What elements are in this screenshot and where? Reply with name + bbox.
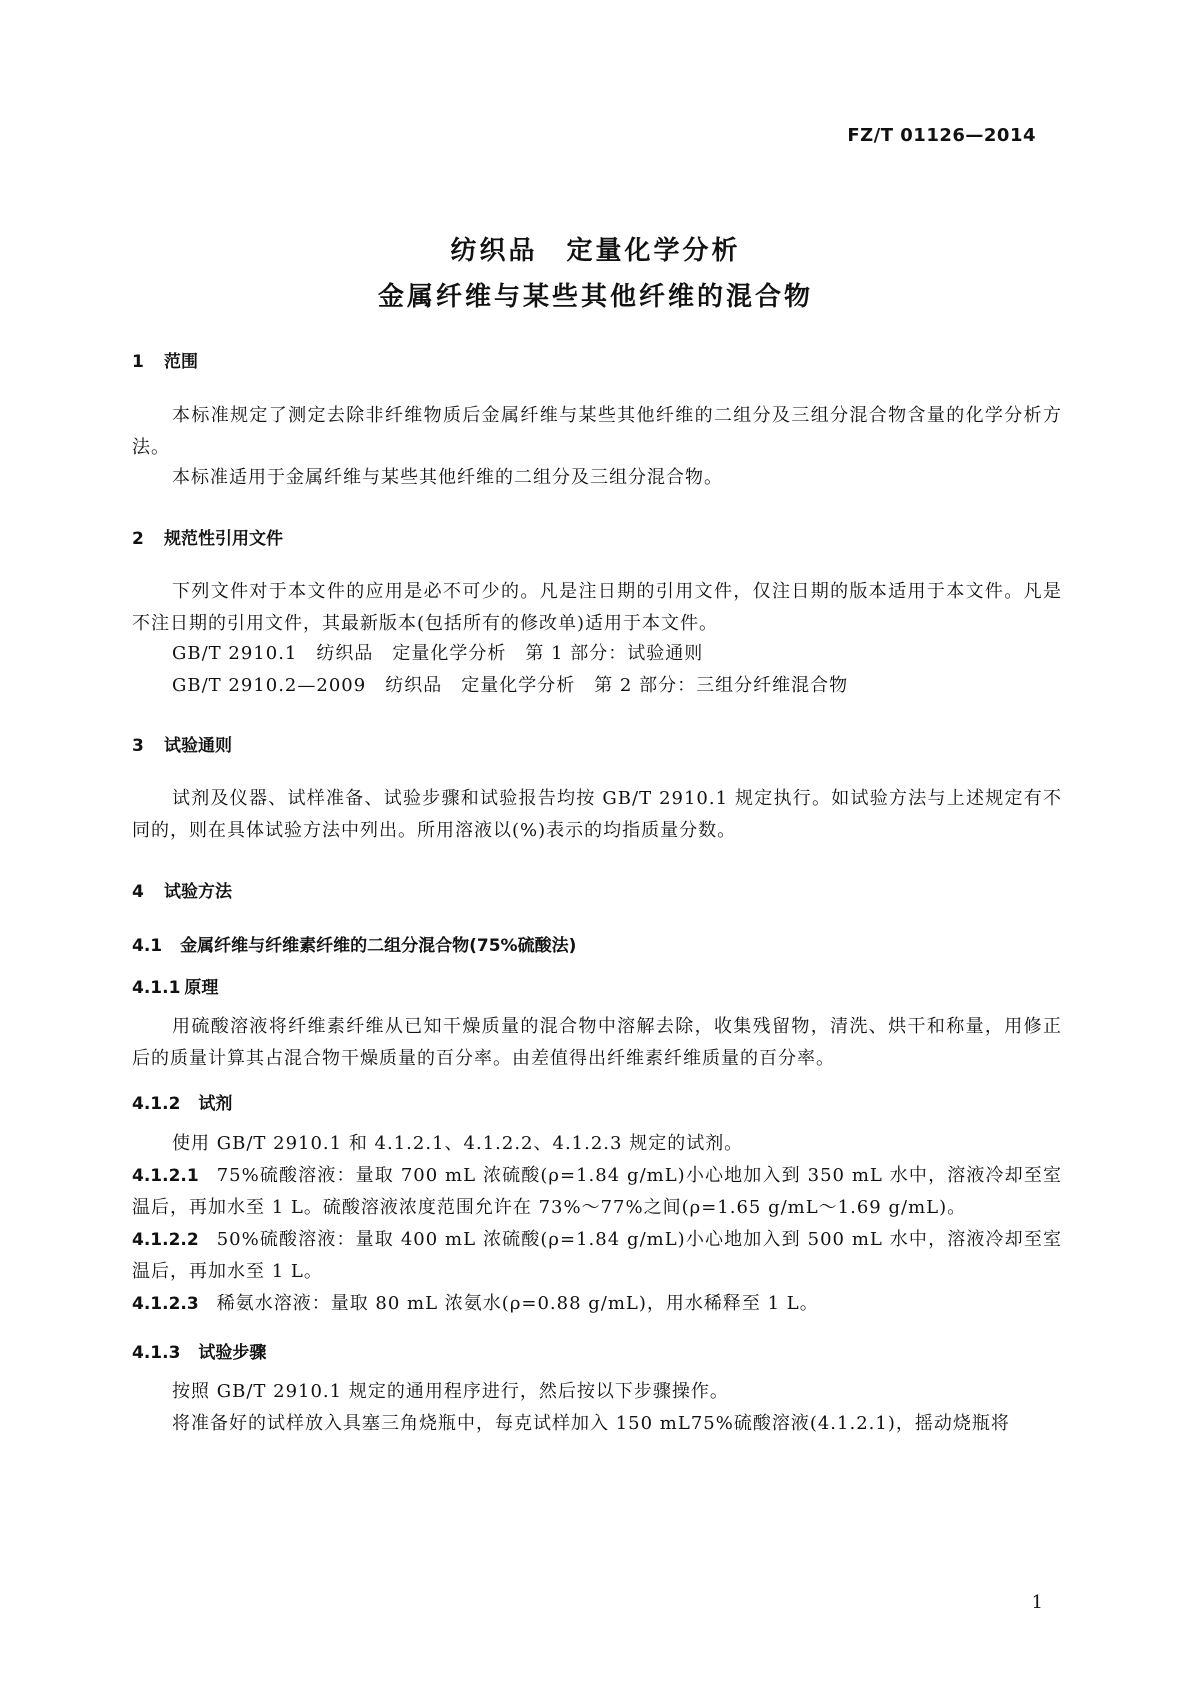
principle-paragraph: 用硫酸溶液将纤维素纤维从已知干燥质量的混合物中溶解去除，收集残留物，清洗、烘干和称量，用修正后的质量计算其占混合物干燥质量的百分率。由差值得出纤维素纤维质量的百分率。 (132, 1016, 1062, 1069)
subsection-title: 原理 (184, 978, 219, 998)
section-title: 试验方法 (164, 882, 232, 902)
clause-number: 4.1.2.2 (132, 1230, 199, 1250)
section-1-paragraph-1: 本标准规定了测定去除非纤维物质后金属纤维与某些其他纤维的二组分及三组分混合物含量的化学分析方法。 (132, 405, 1062, 458)
section-title: 范围 (164, 352, 198, 372)
subsection-title: 试剂 (198, 1094, 233, 1114)
section-title: 试验通则 (164, 736, 232, 756)
section-1-paragraph-2: 本标准适用于金属纤维与某些其他纤维的二组分及三组分混合物。 (172, 467, 723, 488)
section-3-paragraph-1: 试剂及仪器、试样准备、试验步骤和试验报告均按 GB/T 2910.1 规定执行。如试验方法与上述规定有不同的，则在具体试验方法中列出。所用溶液以(%)表示的均指质量分数。 (132, 788, 1062, 841)
procedure-paragraph-1: 按照 GB/T 2910.1 规定的通用程序进行，然后按以下步骤操作。 (172, 1381, 729, 1402)
section-title: 规范性引用文件 (164, 529, 283, 549)
section-number: 2 (132, 529, 144, 549)
subsection-number: 4.1.1 (132, 978, 181, 998)
reference-gbt-2910-1: GB/T 2910.1 纺织品 定量化学分析 第 1 部分：试验通则 (172, 643, 704, 664)
clause-text: 稀氨水溶液：量取 80 mL 浓氨水(ρ=0.88 g/mL)，用水稀释至 1 L。 (216, 1293, 819, 1314)
clause-number: 4.1.2.1 (132, 1166, 199, 1186)
section-3-heading (132, 731, 232, 756)
reference-gbt-2910-2: GB/T 2910.2—2009 纺织品 定量化学分析 第 2 部分：三组分纤维混合物 (172, 675, 849, 696)
subsection-number: 4.1 (132, 936, 163, 956)
section-number: 4 (132, 882, 144, 902)
subsection-4-1-heading (132, 931, 576, 956)
subsection-title: 试验步骤 (198, 1343, 267, 1363)
subsection-4-1-3-heading (132, 1338, 266, 1363)
document-title-line-2: 金属纤维与某些其他纤维的混合物 (377, 282, 813, 312)
subsection-number: 4.1.2 (132, 1094, 181, 1114)
subsection-4-1-2-heading (132, 1089, 232, 1114)
document-title-line-1: 纺织品 定量化学分析 (450, 236, 741, 266)
section-2-heading (132, 524, 283, 549)
clause-number: 4.1.2.3 (132, 1294, 199, 1314)
section-4-heading (132, 877, 232, 902)
subsection-number: 4.1.3 (132, 1343, 181, 1363)
section-number: 3 (132, 736, 144, 756)
clause-4-1-2-1 (132, 1160, 1062, 1224)
clause-4-1-2-3 (132, 1288, 1062, 1320)
subsection-title: 金属纤维与纤维素纤维的二组分混合物(75%硫酸法) (180, 936, 577, 956)
reagents-paragraph: 使用 GB/T 2910.1 和 4.1.2.1、4.1.2.2、4.1.2.3 规定的试剂。 (172, 1133, 744, 1154)
section-1-heading (132, 347, 198, 372)
clause-4-1-2-2 (132, 1224, 1062, 1288)
clause-text: 75%硫酸溶液：量取 700 mL 浓硫酸(ρ=1.84 g/mL)小心地加入到 350 mL 水中，溶液冷却至室温后，再加水至 1 L。硫酸溶液浓度范围允许在 73%～77%之间(ρ=1.65 g/mL～1.69 g/mL)。 (132, 1165, 1062, 1218)
section-2-paragraph-1: 下列文件对于本文件的应用是必不可少的。凡是注日期的引用文件，仅注日期的版本适用于本文件。凡是不注日期的引用文件，其最新版本(包括所有的修改单)适用于本文件。 (132, 581, 1062, 634)
standard-code: FZ/T 01126—2014 (847, 125, 1036, 146)
procedure-paragraph-2: 将准备好的试样放入具塞三角烧瓶中，每克试样加入 150 mL75%硫酸溶液(4.1.2.1)，摇动烧瓶将 (172, 1413, 1010, 1434)
section-number: 1 (132, 352, 144, 372)
clause-text: 50%硫酸溶液：量取 400 mL 浓硫酸(ρ=1.84 g/mL)小心地加入到 500 mL 水中，溶液冷却至室温后，再加水至 1 L。 (132, 1229, 1062, 1282)
page-number: 1 (1031, 1592, 1043, 1613)
subsection-4-1-1-heading (132, 973, 218, 998)
